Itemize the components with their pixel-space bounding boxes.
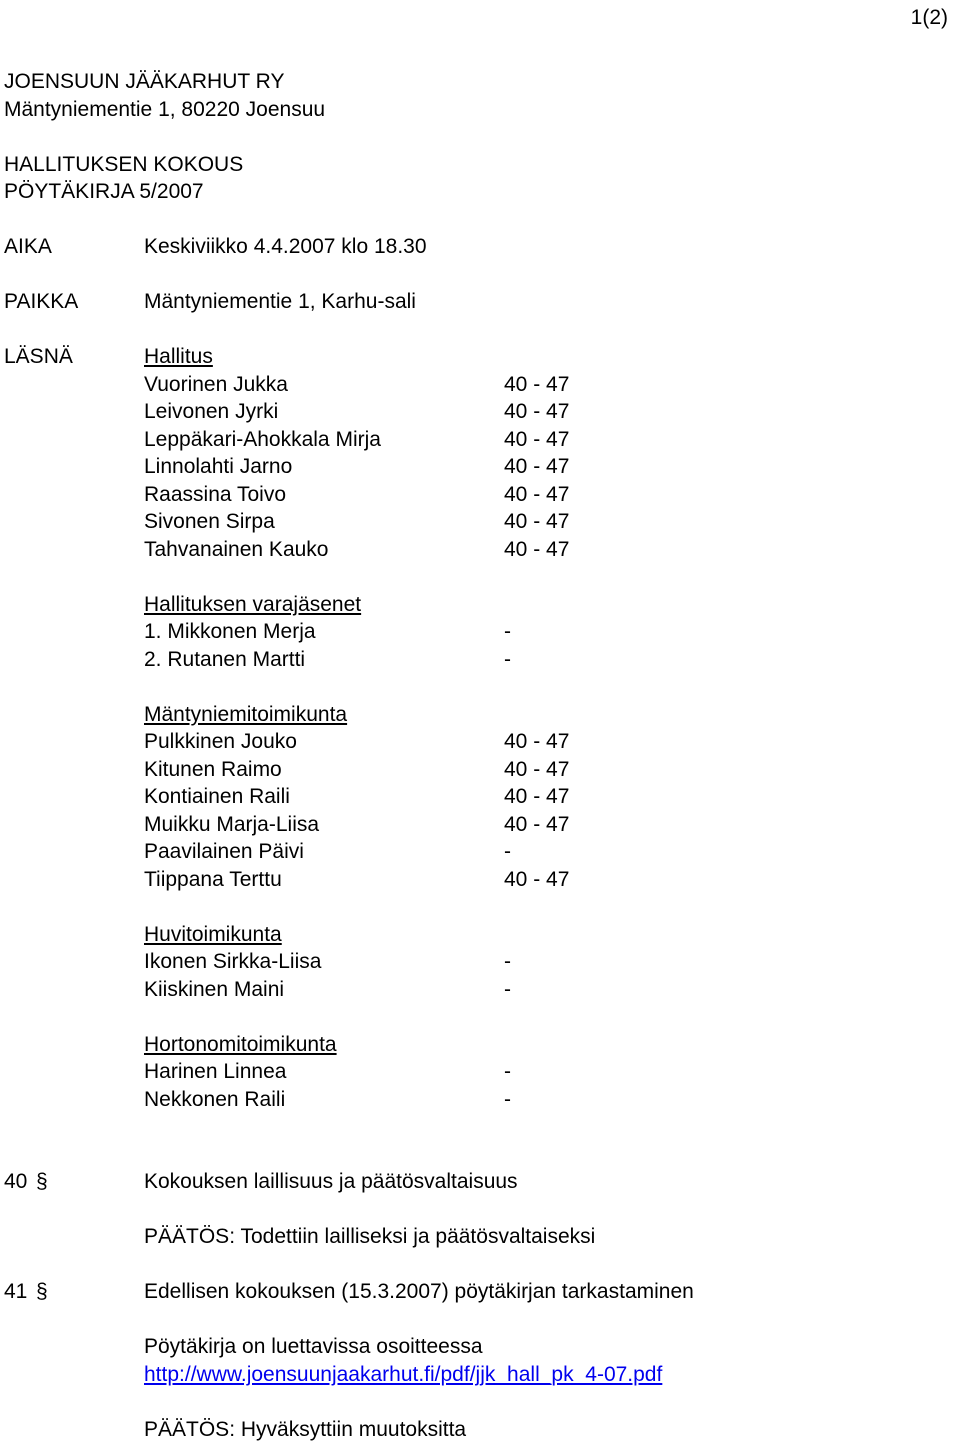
member-row <box>144 783 704 811</box>
member-presence: 40 - 47 <box>504 537 570 561</box>
member-presence: 40 - 47 <box>504 730 570 753</box>
member-name: Harinen Linnea <box>144 1060 287 1083</box>
member-name: Ikonen Sirkka-Liisa <box>144 950 322 973</box>
attendance-group-horticulture <box>144 1031 704 1114</box>
member-presence: 40 - 47 <box>504 372 570 396</box>
section-41-title: Edellisen kokouksen (15.3.2007) pöytäkirjan tarkastaminen <box>144 1280 694 1303</box>
member-row <box>144 481 704 509</box>
section-41-decision: PÄÄTÖS: Hyväksyttiin muutoksitta <box>144 1418 467 1441</box>
member-presence: 40 - 47 <box>504 757 570 781</box>
member-presence: - <box>504 1060 511 1083</box>
time-label: AIKA <box>4 235 52 258</box>
member-row <box>144 756 704 784</box>
member-presence: 40 - 47 <box>504 427 570 451</box>
place-value: Mäntyniementie 1, Karhu-sali <box>144 290 416 313</box>
section-40-number: 40 <box>4 1170 28 1193</box>
minutes-title: PÖYTÄKIRJA 5/2007 <box>4 180 204 203</box>
member-row <box>144 1058 704 1086</box>
member-name: Leivonen Jyrki <box>144 400 279 423</box>
member-row <box>144 508 704 536</box>
member-presence: - <box>504 647 511 671</box>
member-name: Pulkkinen Jouko <box>144 730 297 753</box>
member-name: Kontiainen Raili <box>144 785 290 808</box>
member-row <box>144 811 704 839</box>
member-presence: 40 - 47 <box>504 400 570 423</box>
member-name: Tahvanainen Kauko <box>144 537 329 561</box>
member-row <box>144 371 704 399</box>
member-name: Raassina Toivo <box>144 482 287 506</box>
member-name: Tiippana Terttu <box>144 867 282 891</box>
member-presence: - <box>504 977 511 1001</box>
member-presence: 40 - 47 <box>504 482 570 506</box>
org-name: JOENSUUN JÄÄKARHUT RY <box>4 70 285 93</box>
member-row <box>144 426 704 454</box>
group-heading: Hortonomitoimikunta <box>144 1032 337 1056</box>
section-40-decision: PÄÄTÖS: Todettiin lailliseksi ja päätösvaltaiseksi <box>144 1225 596 1248</box>
member-name: Leppäkari-Ahokkala Mirja <box>144 427 381 451</box>
group-heading: Mäntyniemitoimikunta <box>144 702 348 726</box>
place-label: PAIKKA <box>4 290 79 313</box>
section-40-title: Kokouksen laillisuus ja päätösvaltaisuus <box>144 1170 518 1193</box>
attendance-list <box>144 343 704 1113</box>
member-name: Kiiskinen Maini <box>144 977 285 1001</box>
group-heading: Hallituksen varajäsenet <box>144 592 362 616</box>
page-number: 1(2) <box>910 6 948 29</box>
member-name: Nekkonen Raili <box>144 1087 286 1111</box>
org-address: Mäntyniementie 1, 80220 Joensuu <box>4 98 326 121</box>
member-name: Paavilainen Päivi <box>144 840 304 863</box>
attendance-group-deputies <box>144 591 704 674</box>
member-presence: - <box>504 1087 511 1111</box>
present-label: LÄSNÄ <box>4 345 73 368</box>
section-symbol-icon: § <box>36 1280 48 1303</box>
attendance-group-mantyniemi <box>144 701 704 894</box>
member-row <box>144 1086 704 1114</box>
member-row <box>144 536 704 564</box>
member-row <box>144 976 704 1004</box>
member-presence: 40 - 47 <box>504 867 570 891</box>
member-name: 2. Rutanen Martti <box>144 647 306 671</box>
member-row <box>144 398 704 426</box>
member-presence: - <box>504 620 511 643</box>
member-presence: 40 - 47 <box>504 455 570 478</box>
member-presence: 40 - 47 <box>504 812 570 836</box>
member-name: Kitunen Raimo <box>144 757 282 781</box>
group-heading: Huvitoimikunta <box>144 922 282 946</box>
member-presence: 40 - 47 <box>504 785 570 808</box>
member-row <box>144 838 704 866</box>
member-name: Sivonen Sirpa <box>144 510 275 533</box>
member-row <box>144 453 704 481</box>
member-row <box>144 646 704 674</box>
member-presence: - <box>504 840 511 863</box>
attendance-group-board <box>144 343 704 563</box>
section-41-number: 41 <box>4 1280 28 1303</box>
member-presence: - <box>504 950 511 973</box>
member-row <box>144 866 704 894</box>
meeting-title: HALLITUKSEN KOKOUS <box>4 153 244 176</box>
member-name: Vuorinen Jukka <box>144 372 288 396</box>
member-row <box>144 618 704 646</box>
minutes-pdf-link[interactable]: http://www.joensuunjaakarhut.fi/pdf/jjk_hall_pk_4-07.pdf <box>144 1363 663 1386</box>
member-name: 1. Mikkonen Merja <box>144 620 316 643</box>
time-value: Keskiviikko 4.4.2007 klo 18.30 <box>144 235 427 258</box>
attendance-group-entertainment <box>144 921 704 1004</box>
group-heading: Hallitus <box>144 345 213 368</box>
section-41-text: Pöytäkirja on luettavissa osoitteessa <box>144 1335 483 1358</box>
section-symbol-icon: § <box>36 1170 48 1193</box>
member-name: Muikku Marja-Liisa <box>144 812 320 836</box>
member-row <box>144 948 704 976</box>
member-name: Linnolahti Jarno <box>144 455 293 478</box>
member-presence: 40 - 47 <box>504 510 570 533</box>
member-row <box>144 728 704 756</box>
